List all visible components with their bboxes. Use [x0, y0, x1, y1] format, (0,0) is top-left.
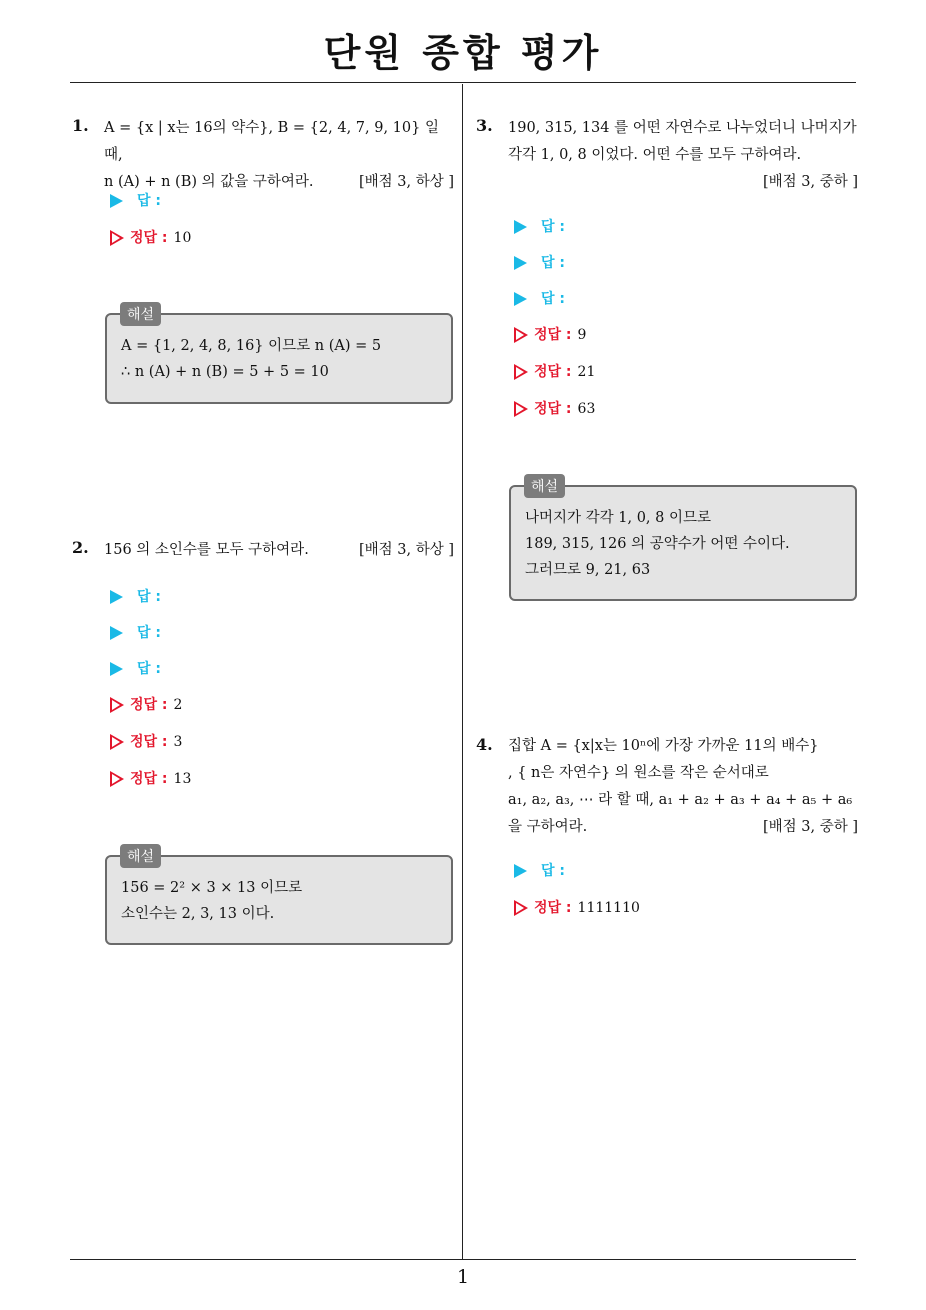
question-1-explanation-box: [105, 313, 453, 404]
question-4-line4-row: [508, 814, 858, 841]
correct-label: 정답 :: [130, 697, 168, 713]
correct-label: 정답 :: [534, 401, 572, 417]
question-1-line1: A = {x | x는 16의 약수}, B = {2, 4, 7, 9, 10} 일 때,: [104, 120, 439, 163]
bottom-divider: [70, 1259, 856, 1260]
correct-label: 정답 :: [130, 230, 168, 246]
explanation-line: ∴ n (A) + n (B) = 5 + 5 = 10: [121, 364, 329, 380]
question-3-line2: 각각 1, 0, 8 이었다. 어떤 수를 모두 구하여라.: [508, 147, 802, 163]
question-2-explanation-box: [105, 855, 453, 945]
question-1-score: [배점 3, 하상 ]: [358, 174, 454, 190]
answer-label: 답 :: [541, 219, 565, 235]
explanation-line: 189, 315, 126 의 공약수가 어떤 수이다.: [525, 536, 790, 552]
question-2-correct-answer-1: [110, 694, 182, 714]
outline-triangle-icon: [514, 401, 528, 417]
question-3-number: 3.: [476, 116, 493, 135]
question-3-correct-answer-1: [514, 324, 586, 344]
question-2-answer-field-2[interactable]: [110, 622, 161, 642]
play-triangle-icon: [110, 662, 123, 676]
explanation-line: 소인수는 2, 3, 13 이다.: [121, 906, 275, 922]
outline-triangle-icon: [110, 697, 124, 713]
question-1-line2: n (A) + n (B) 의 값을 구하여라.: [104, 174, 314, 190]
explanation-label: 해설: [524, 474, 565, 498]
question-4-answer-field[interactable]: [514, 860, 565, 880]
answer-label: 답 :: [137, 625, 161, 641]
column-divider: [462, 84, 463, 1260]
play-triangle-icon: [110, 626, 123, 640]
answer-label: 답 :: [541, 291, 565, 307]
correct-label: 정답 :: [534, 364, 572, 380]
question-3: [508, 115, 858, 196]
answer-label: 답 :: [541, 255, 565, 271]
question-2-correct-answer-3: [110, 768, 191, 788]
correct-label: 정답 :: [130, 771, 168, 787]
play-triangle-icon: [514, 864, 527, 878]
outline-triangle-icon: [514, 364, 528, 380]
question-2-line1: 156 의 소인수를 모두 구하여라.: [104, 542, 309, 558]
correct-label: 정답 :: [534, 327, 572, 343]
explanation-line: 나머지가 각각 1, 0, 8 이므로: [525, 510, 712, 526]
question-3-line1: 190, 315, 134 를 어떤 자연수로 나누었더니 나머지가: [508, 120, 857, 136]
play-triangle-icon: [110, 194, 123, 208]
outline-triangle-icon: [110, 771, 124, 787]
outline-triangle-icon: [514, 900, 528, 916]
explanation-line: A = {1, 2, 4, 8, 16} 이므로 n (A) = 5: [121, 338, 382, 354]
explanation-label: 해설: [120, 302, 161, 326]
correct-value: 1111110: [577, 900, 640, 916]
outline-triangle-icon: [110, 230, 124, 246]
play-triangle-icon: [110, 590, 123, 604]
question-3-explanation-box: [509, 485, 857, 601]
question-1-number: 1.: [72, 116, 89, 135]
question-2-answer-field-3[interactable]: [110, 658, 161, 678]
question-2: [104, 537, 454, 564]
question-4-score: [배점 3, 중하 ]: [762, 819, 858, 835]
question-3-correct-answer-3: [514, 398, 595, 418]
correct-value: 10: [173, 230, 192, 246]
question-4: [508, 733, 858, 841]
page-number: 1: [456, 1266, 470, 1288]
question-2-answer-field-1[interactable]: [110, 586, 161, 606]
correct-label: 정답 :: [534, 900, 572, 916]
question-2-number: 2.: [72, 538, 89, 557]
question-3-answer-field-2[interactable]: [514, 252, 565, 272]
question-3-score: [배점 3, 중하 ]: [762, 174, 858, 190]
correct-value: 3: [173, 734, 183, 750]
question-4-line4: 을 구하여라.: [508, 819, 588, 835]
question-4-line2: , { n은 자연수} 의 원소를 작은 순서대로: [508, 765, 769, 781]
play-triangle-icon: [514, 256, 527, 270]
correct-value: 2: [173, 697, 183, 713]
answer-label: 답 :: [137, 589, 161, 605]
question-3-answer-field-1[interactable]: [514, 216, 565, 236]
question-2-score: [배점 3, 하상 ]: [358, 542, 454, 558]
outline-triangle-icon: [514, 327, 528, 343]
play-triangle-icon: [514, 220, 527, 234]
question-1-answer-field[interactable]: [110, 190, 161, 210]
answer-label: 답 :: [137, 661, 161, 677]
answer-label: 답 :: [541, 863, 565, 879]
answer-label: 답 :: [137, 193, 161, 209]
question-1-correct-answer: [110, 227, 191, 247]
correct-value: 63: [577, 401, 596, 417]
play-triangle-icon: [514, 292, 527, 306]
top-divider: [70, 82, 856, 83]
question-4-line1: 집합 A = {x|x는 10ⁿ에 가장 가까운 11의 배수}: [508, 738, 819, 754]
outline-triangle-icon: [110, 734, 124, 750]
question-4-number: 4.: [476, 735, 493, 754]
correct-value: 21: [577, 364, 596, 380]
question-4-line3: a₁, a₂, a₃, ⋯ 라 할 때, a₁ + a₂ + a₃ + a₄ + a₅ + a₆: [508, 792, 853, 808]
correct-label: 정답 :: [130, 734, 168, 750]
explanation-line: 그러므로 9, 21, 63: [525, 562, 651, 578]
correct-value: 9: [577, 327, 587, 343]
question-1: [104, 115, 454, 196]
question-3-answer-field-3[interactable]: [514, 288, 565, 308]
question-3-correct-answer-2: [514, 361, 595, 381]
page-title: 단원 종합 평가: [323, 31, 603, 75]
question-2-correct-answer-2: [110, 731, 182, 751]
explanation-label: 해설: [120, 844, 161, 868]
explanation-line: 156 = 2² × 3 × 13 이므로: [121, 880, 303, 896]
question-4-correct-answer: [514, 897, 640, 917]
correct-value: 13: [173, 771, 192, 787]
